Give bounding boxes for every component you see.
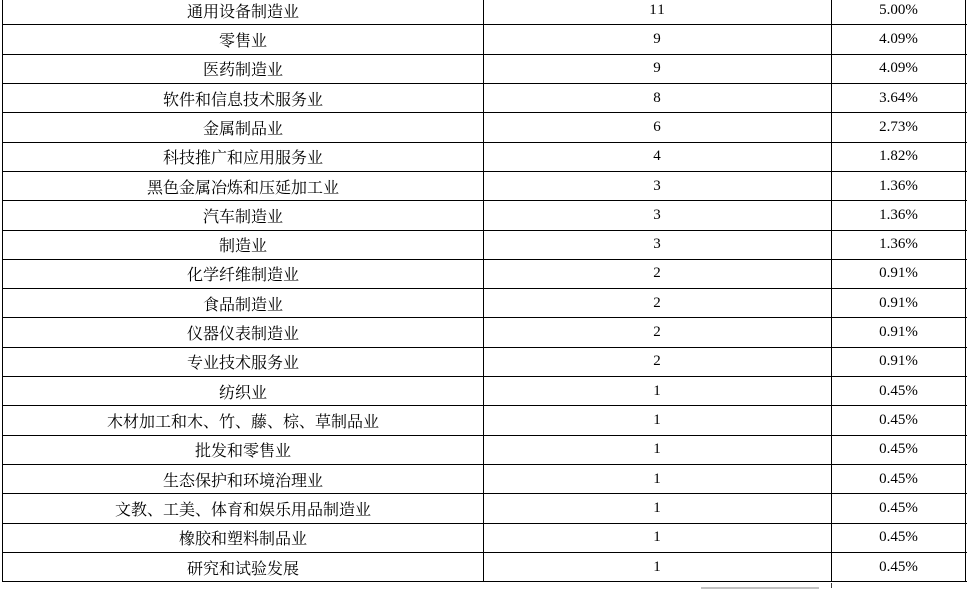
count-cell[interactable]: 1 [484,406,832,434]
percent-cell[interactable]: 3.64% [832,84,966,112]
industry-cell[interactable]: 纺织业 [3,377,484,405]
count-cell[interactable]: 9 [484,25,832,53]
industry-cell[interactable]: 批发和零售业 [3,436,484,464]
count-cell[interactable]: 2 [484,318,832,346]
count-cell[interactable]: 1 [484,436,832,464]
count-cell[interactable]: 1 [484,553,832,581]
table-row [3,201,967,230]
table-row [3,289,967,318]
percent-cell[interactable]: 0.91% [832,289,966,317]
count-cell[interactable]: 11 [484,0,832,24]
industry-cell[interactable]: 科技推广和应用服务业 [3,143,484,171]
count-cell[interactable]: 8 [484,84,832,112]
percent-cell[interactable]: 5.00% [832,0,966,24]
count-cell[interactable]: 1 [484,377,832,405]
industry-cell[interactable]: 木材加工和木、竹、藤、棕、草制品业 [3,406,484,434]
industry-cell[interactable]: 专业技术服务业 [3,348,484,376]
count-cell[interactable]: 1 [484,494,832,522]
count-cell[interactable]: 1 [484,524,832,552]
percent-cell[interactable]: 4.09% [832,55,966,83]
percent-cell[interactable]: 2.73% [832,113,966,141]
industry-cell[interactable]: 文教、工美、体育和娱乐用品制造业 [3,494,484,522]
industry-cell[interactable]: 零售业 [3,25,484,53]
percent-cell[interactable]: 0.45% [832,377,966,405]
percent-cell[interactable]: 0.45% [832,465,966,493]
percent-cell[interactable]: 1.36% [832,201,966,229]
industry-cell[interactable]: 化学纤维制造业 [3,260,484,288]
industry-cell[interactable]: 仪器仪表制造业 [3,318,484,346]
industry-cell[interactable]: 金属制品业 [3,113,484,141]
industry-table [2,0,967,582]
percent-cell[interactable]: 1.36% [832,172,966,200]
percent-cell[interactable]: 0.45% [832,406,966,434]
industry-cell[interactable]: 软件和信息技术服务业 [3,84,484,112]
industry-cell[interactable]: 汽车制造业 [3,201,484,229]
count-cell[interactable]: 2 [484,260,832,288]
industry-cell[interactable]: 制造业 [3,231,484,259]
count-cell[interactable]: 9 [484,55,832,83]
table-row [3,143,967,172]
industry-cell[interactable]: 橡胶和塑料制品业 [3,524,484,552]
industry-cell[interactable]: 研究和试验发展 [3,553,484,581]
industry-cell[interactable]: 食品制造业 [3,289,484,317]
table-row [3,318,967,347]
table-row [3,553,967,582]
table-row [3,348,967,377]
count-cell[interactable]: 6 [484,113,832,141]
percent-cell[interactable]: 0.91% [832,318,966,346]
count-cell[interactable]: 2 [484,348,832,376]
table-row [3,377,967,406]
table-row [3,0,967,25]
table-row [3,55,967,84]
percent-cell[interactable]: 0.45% [832,524,966,552]
table-row [3,465,967,494]
industry-cell[interactable]: 通用设备制造业 [3,0,484,24]
count-cell[interactable]: 4 [484,143,832,171]
percent-cell[interactable]: 1.82% [832,143,966,171]
table-row [3,231,967,260]
table-row [3,406,967,435]
industry-cell[interactable]: 医药制造业 [3,55,484,83]
table-row [3,84,967,113]
percent-cell[interactable]: 4.09% [832,25,966,53]
percent-cell[interactable]: 1.36% [832,231,966,259]
table-row [3,436,967,465]
count-cell[interactable]: 1 [484,465,832,493]
percent-cell[interactable]: 0.45% [832,553,966,581]
percent-cell[interactable]: 0.91% [832,348,966,376]
table-row [3,494,967,523]
table-row [3,25,967,54]
table-row [3,113,967,142]
bottom-edge-artifact [701,587,819,589]
count-cell[interactable]: 3 [484,201,832,229]
column-border-stub [831,583,832,588]
count-cell[interactable]: 3 [484,172,832,200]
percent-cell[interactable]: 0.91% [832,260,966,288]
percent-cell[interactable]: 0.45% [832,436,966,464]
table-row [3,172,967,201]
table-row [3,524,967,553]
count-cell[interactable]: 2 [484,289,832,317]
count-cell[interactable]: 3 [484,231,832,259]
percent-cell[interactable]: 0.45% [832,494,966,522]
industry-cell[interactable]: 黑色金属冶炼和压延加工业 [3,172,484,200]
industry-cell[interactable]: 生态保护和环境治理业 [3,465,484,493]
table-row [3,260,967,289]
